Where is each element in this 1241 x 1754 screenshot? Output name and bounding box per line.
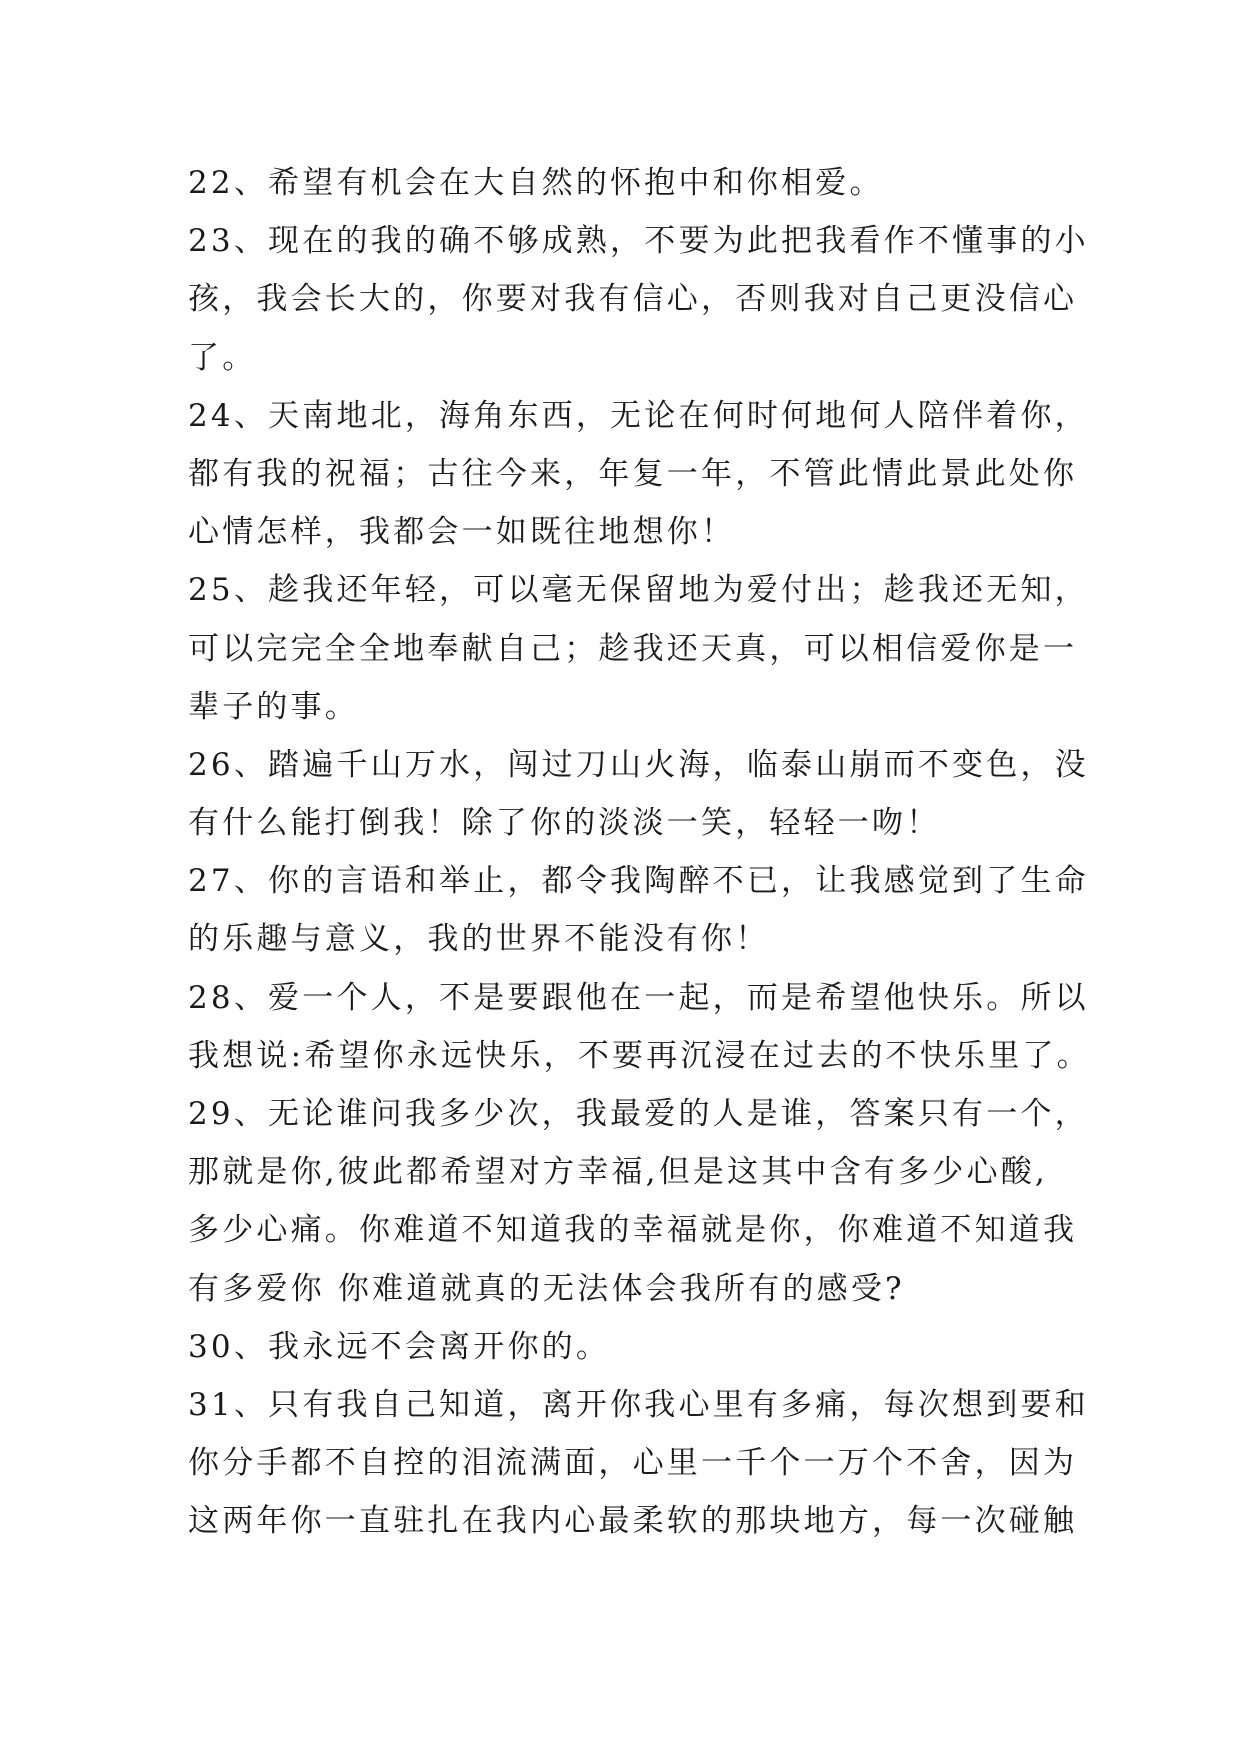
text-line: 心情怎样，我都会一如既往地想你！: [188, 514, 736, 551]
text-line: 31、只有我自己知道，离开你我心里有多痛，每次想到要和: [188, 1386, 1089, 1423]
text-line: 你分手都不自控的泪流满面，心里一千个一万个不舍，因为: [188, 1445, 1078, 1482]
text-line: 28、爱一个人，不是要跟他在一起，而是希望他快乐。所以: [188, 979, 1089, 1016]
text-line: 那就是你,彼此都希望对方幸福,但是这其中含有多少心酸,: [188, 1154, 1048, 1191]
text-line: 29、无论谁问我多少次，我最爱的人是谁，答案只有一个，: [188, 1096, 1089, 1132]
text-line: 的乐趣与意义，我的世界不能没有你！: [188, 921, 770, 958]
text-line: 24、天南地北，海角东西，无论在何时何地何人陪伴着你，: [188, 397, 1089, 434]
text-line: 23、现在的我的确不够成熟，不要为此把我看作不懂事的小: [188, 223, 1089, 260]
text-line: 30、我永远不会离开你的。: [188, 1328, 611, 1365]
text-line: 我想说:希望你永远快乐，不要再沉浸在过去的不快乐里了。: [188, 1037, 1091, 1074]
document-body: [188, 154, 1091, 1551]
text-line: 有多爱你 你难道就真的无法体会我所有的感受?: [188, 1270, 905, 1307]
text-line: 27、你的言语和举止，都令我陶醉不已，让我感觉到了生命: [188, 863, 1089, 900]
text-line: 了。: [188, 339, 257, 376]
text-line: 多少心痛。你难道不知道我的幸福就是你，你难道不知道我: [188, 1212, 1078, 1249]
text-line: 这两年你一直驻扎在我内心最柔软的那块地方，每一次碰触: [188, 1503, 1078, 1540]
text-line: 孩，我会长大的，你要对我有信心，否则我对自己更没信心: [188, 281, 1078, 318]
text-line: 22、希望有机会在大自然的怀抱中和你相爱。: [188, 165, 884, 201]
text-line: 可以完完全全地奉献自己；趁我还天真，可以相信爱你是一: [188, 630, 1078, 667]
text-line: 25、趁我还年轻，可以毫无保留地为爱付出；趁我还无知，: [188, 572, 1089, 609]
text-line: 有什么能打倒我！除了你的淡淡一笑，轻轻一吻！: [188, 805, 941, 842]
text-line: 辈子的事。: [188, 688, 359, 725]
text-line: 26、踏遍千山万水，闯过刀山火海，临泰山崩而不变色，没: [188, 746, 1089, 783]
text-line: 都有我的祝福；古往今来，年复一年，不管此情此景此处你: [188, 455, 1078, 492]
